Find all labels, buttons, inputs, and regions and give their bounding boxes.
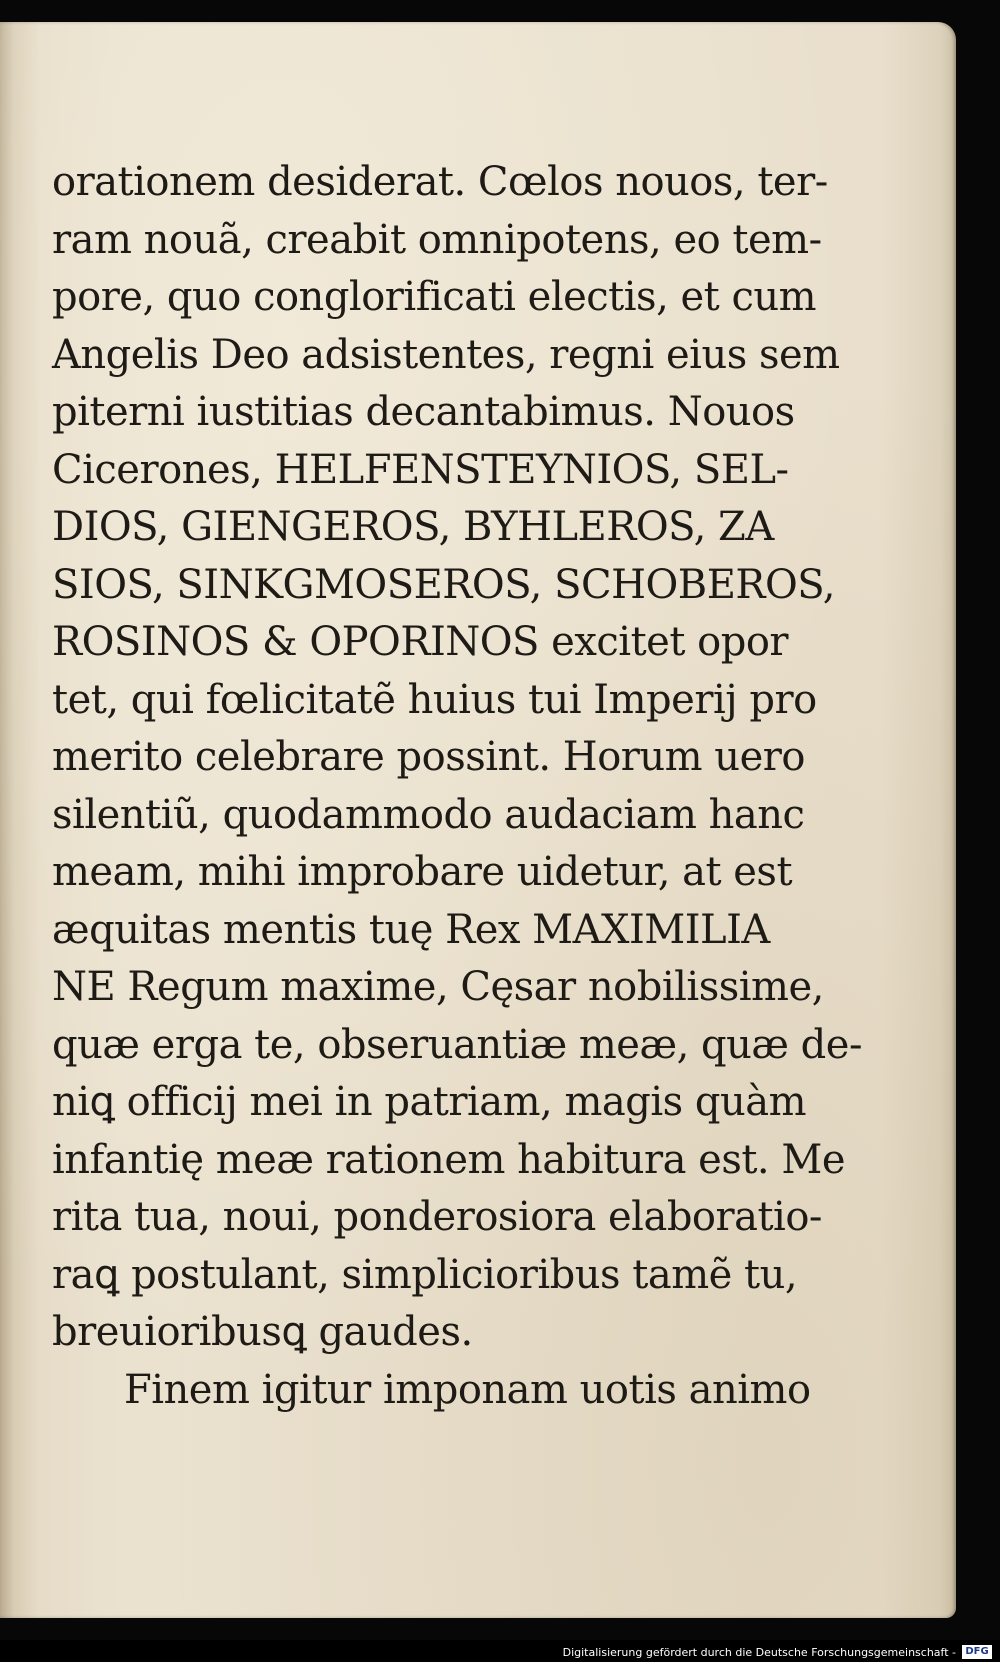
text-line: DIOS, GIENGEROS, BYHLEROS, ZA (52, 504, 774, 550)
text-line: SIOS, SINKGMOSEROS, SCHOBEROS, (52, 561, 835, 608)
text-line: ROSINOS & OPORINOS excitet opor (52, 619, 789, 665)
book-page (0, 22, 956, 1618)
text-line: tet, qui fœlicitatẽ huius tui Imperij pro (52, 676, 817, 723)
footer-bar (0, 1640, 1000, 1662)
text-line: merito celebrare possint. Horum uero (52, 734, 805, 780)
text-line: ram nouã, creabit omnipotens, eo tem- (52, 216, 822, 263)
dfg-logo: DFG (962, 1645, 992, 1659)
funding-credit: Digitalisierung gefördert durch die Deutsche Forschungsgemeinschaft - (562, 1646, 956, 1659)
text-line: Angelis Deo adsistentes, regni eius sem (52, 331, 840, 378)
text-line: breuioribusꝗ gaudes. (52, 1309, 473, 1355)
text-line: infantię meæ rationem habitura est. Me (52, 1136, 845, 1183)
text-line: quæ erga te, obseruantiæ meæ, quæ de- (52, 1021, 862, 1068)
text-line: raꝗ postulant, simplicioribus tamẽ tu, (52, 1251, 798, 1298)
page-text (52, 154, 882, 1419)
text-line: Finem igitur imponam uotis animo (124, 1366, 811, 1413)
text-line: meam, mihi improbare uidetur, at est (52, 849, 793, 895)
text-line: orationem desiderat. Cœlos nouos, ter- (52, 159, 828, 205)
text-line: silentiũ, quodammodo audaciam hanc (52, 791, 805, 838)
text-line: rita tua, noui, ponderosiora elaboratio- (52, 1194, 822, 1240)
text-line: pore, quo conglorificati electis, et cum (52, 274, 817, 320)
text-line: Cicerones, HELFENSTEYNIOS, SEL- (52, 446, 789, 493)
text-line: niꝗ officij mei in patriam, magis quàm (52, 1079, 807, 1125)
text-line: NE Regum maxime, Cęsar nobilissime, (52, 964, 824, 1010)
text-line: æquitas mentis tuę Rex MAXIMILIA (52, 906, 770, 953)
text-line: piterni iustitias decantabimus. Nouos (52, 389, 795, 435)
